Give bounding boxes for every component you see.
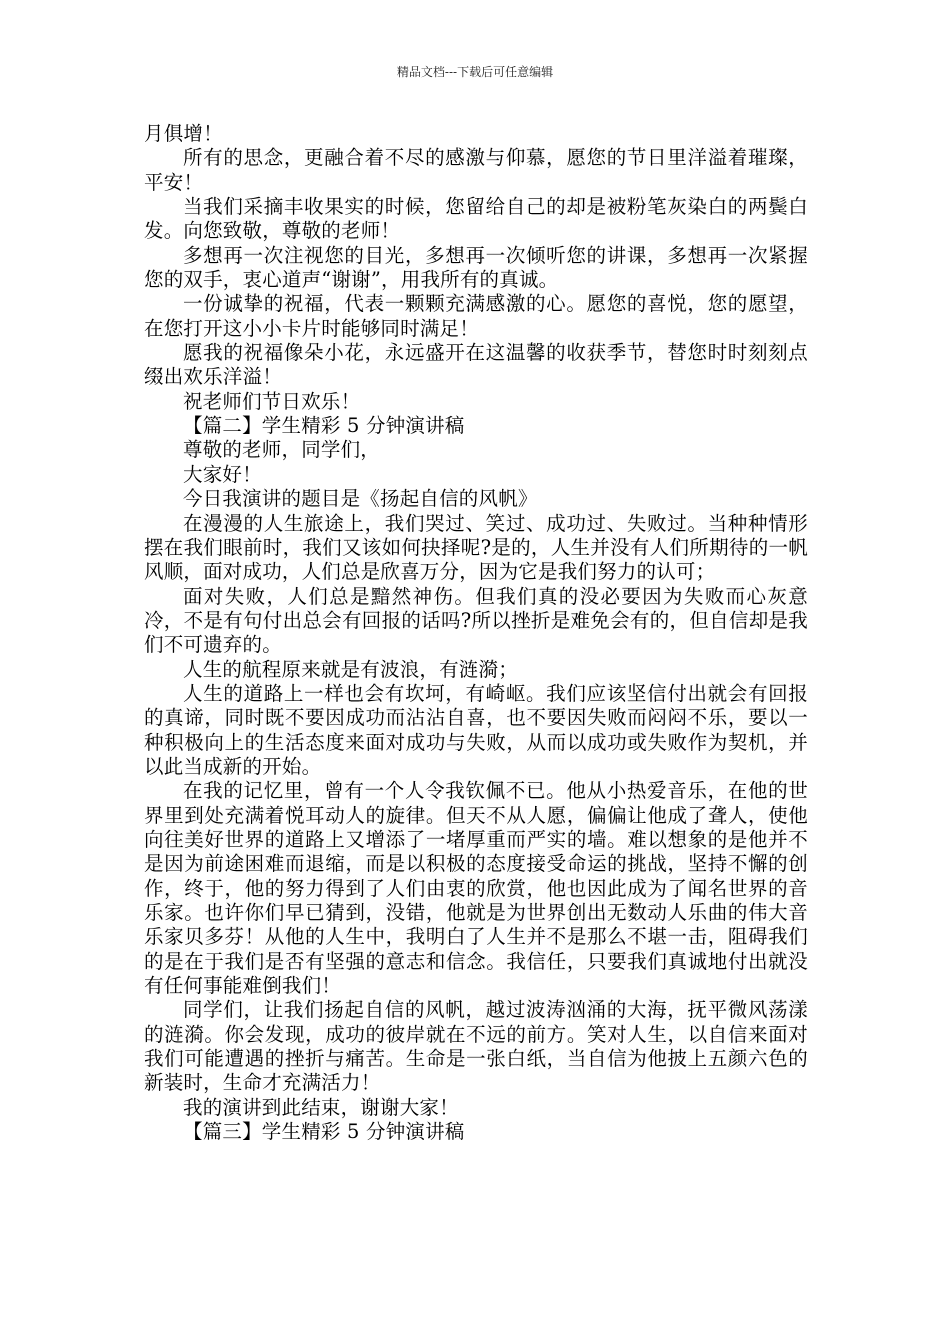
page-header: 精品文档---下载后可任意编辑 (396, 65, 554, 79)
paragraph: 祝老师们节日欢乐！ (183, 389, 361, 413)
paragraph: 所有的思念，更融合着不尽的感激与仰慕，愿您的节日里洋溢着璀璨，平安！ (144, 146, 808, 194)
paragraph: 一份诚挚的祝福，代表一颗颗充满感激的心。愿您的喜悦，您的愿望，在您打开这小小卡片时能够同时满足！ (144, 292, 808, 340)
paragraph: 尊敬的老师，同学们， (183, 438, 381, 462)
paragraph: 我的演讲到此结束，谢谢大家！ (183, 1095, 459, 1119)
section-heading: 【篇二】学生精彩 5 分钟演讲稿 (183, 414, 465, 438)
paragraph: 愿我的祝福像朵小花，永远盛开在这温馨的收获季节，替您时时刻刻点缀出欢乐洋溢！ (144, 341, 808, 389)
section-heading: 【篇三】学生精彩 5 分钟演讲稿 (183, 1120, 465, 1144)
paragraph: 大家好！ (183, 462, 262, 486)
paragraph: 月俱增！ (144, 122, 223, 145)
paragraph: 在我的记忆里，曾有一个人令我钦佩不已。他从小热爱音乐，在他的世界里到处充满着悦耳动人的旋律。但天不从人愿，偏偏让他成了聋人，使他向往美好世界的道路上又增添了一堵厚重而严实的墙。难以想象的是他并不是因为前途困难而退缩，而是以积极的态度接受命运的挑战，坚持不懈的创作，终于，他的努力得到了人们由衷的欣赏，他也因此成为了闻名世界的音乐家。也许你们早已猜到，没错，他就是为世界创出无数动人乐曲的伟大音乐家贝多芬！从他的人生中，我明白了人生并不是那么不堪一击，阻碍我们的是在于我们是否有坚强的意志和信念。我信任，只要我们真诚地付出就没有任何事能难倒我们！ (144, 779, 808, 998)
paragraph: 多想再一次注视您的目光，多想再一次倾听您的讲课，多想再一次紧握您的双手，衷心道声“谢谢”，用我所有的真诚。 (144, 243, 808, 292)
paragraph: 今日我演讲的题目是《扬起自信的风帆》 (183, 487, 538, 511)
paragraph: 同学们，让我们扬起自信的风帆，越过波涛汹涌的大海，抚平微风荡漾的涟漪。你会发现，成功的彼岸就在不远的前方。笑对人生，以自信来面对我们可能遭遇的挫折与痛苦。生命是一张白纸，当自信为他披上五颜六色的新装时，生命才充满活力！ (144, 998, 808, 1095)
paragraph: 人生的航程原来就是有波浪，有涟漪； (183, 657, 518, 681)
paragraph: 面对失败，人们总是黯然神伤。但我们真的没必要因为失败而心灰意冷，不是有句付出总会有回报的话吗?所以挫折是难免会有的，但自信却是我们不可遗弃的。 (144, 584, 808, 657)
paragraph: 人生的道路上一样也会有坎坷，有崎岖。我们应该坚信付出就会有回报的真谛，同时既不要因成功而沾沾自喜，也不要因失败而闷闷不乐，要以一种积极向上的生活态度来面对成功与失败，从而以成功或失败作为契机，并以此当成新的开始。 (144, 681, 808, 778)
paragraph: 在漫漫的人生旅途上，我们哭过、笑过、成功过、失败过。当种种情形摆在我们眼前时，我们又该如何抉择呢?是的，人生并没有人们所期待的一帆风顺，面对成功，人们总是欣喜万分，因为它是我们努力的认可； (144, 511, 808, 584)
paragraph: 当我们采摘丰收果实的时候，您留给自己的却是被粉笔灰染白的两鬓白发。向您致敬，尊敬的老师！ (144, 195, 808, 243)
document-body (144, 122, 808, 1144)
